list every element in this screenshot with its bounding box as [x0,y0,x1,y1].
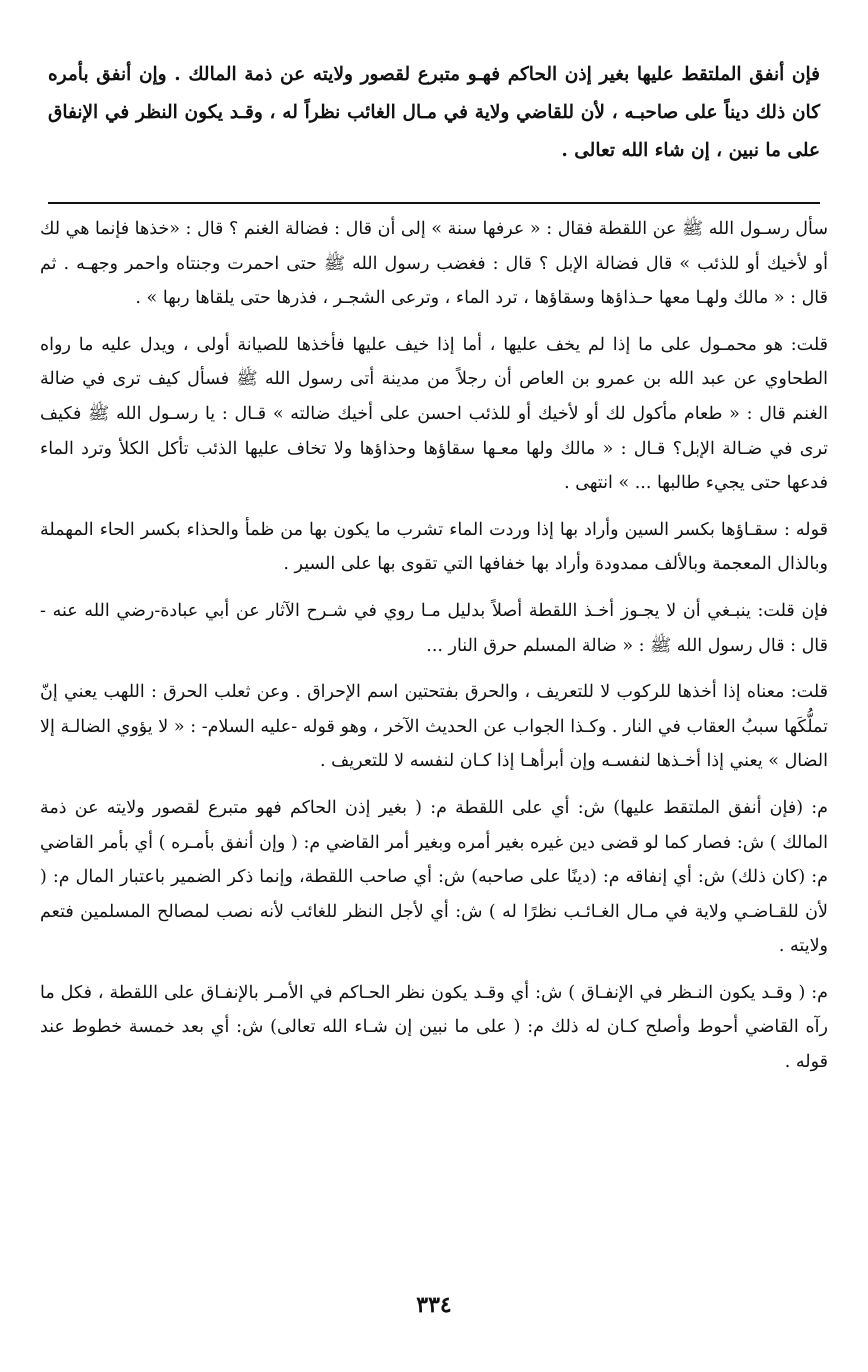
page-number: ٣٣٤ [416,1292,452,1318]
note-paragraph-2: قلت: هو محمـول على ما إذا لم يخف عليها ، أما إذا خيف عليها فأخذها للصيانة أولى ، ويدل عليه ما رواه الطحاوي عن عبد الله بن عمرو بن العاص أن رجلاً من مدينة أتى رسول الله ﷺ فسأل كيف ترى في ضالة الغنم قال : « طعام مأكول لك أو لأخيك أو للذئب احسن على أخيك ضالته » قـال : يا رسـول الله ﷺ فكيف ترى في ضـالة الإبل؟ قـال : « مالك ولها معـها سقاؤها وحذاؤها ولا تخاف عليها الذئب تأكل الكلأ وترد الماء فدعها حتى يجيء طالبها ... » انتهى . [40,334,828,494]
note-paragraph-5: قلت: معناه إذا أخذها للركوب لا للتعريف ، والحرق بفتحتين اسم الإحراق . وعن ثعلب الحرق : اللهب يعني إنّ تملُّكَها سببُ العقاب في النار . وكـذا الجواب عن الحديث الآخر ، وهو قوله -عليه السلام- : « لا يؤوي الضالـة إلا الضال » يعني إذا أخـذها لنفسـه وإن أبرأهـا إذا كـان لنفسه لا للتعريف . [40,682,828,772]
note-paragraph-4: فإن قلت: ينبـغي أن لا يجـوز أخـذ اللقطة أصلاً بدليل مـا روي في شـرح الآثار عن أبي عبادة-رضي الله عنه - قال : قال رسول الله ﷺ : « ضالة المسلم حرق النار ... [40,600,828,656]
note-paragraph-1: سأل رسـول الله ﷺ عن اللقطة فقال : « عرفها سنة » إلى أن قال : فضالة الغنم ؟ قال : «خذها فإنما هي لك أو لأخيك أو للذئب » قال فضالة الإبل ؟ قال : فغضب رسول الله ﷺ حتى احمرت وجنتاه واحمر وجهـه . ثم قال : « مالك ولهـا معها حـذاؤها وسقاؤها ، ترد الماء ، وترعى الشجـر ، فذرها حتى يلقاها ربها » . [40,219,828,309]
main-text: فإن أنفق الملتقط عليها بغير إذن الحاكم فهـو متبرع لقصور ولايته عن ذمة المالك . وإن أنفق بأمره كان ذلك ديناً على صاحبـه ، لأن للقاضي ولاية في مـال الغائب نظراً له ، وقـد يكون النظر في الإنفاق على ما نبين ، إن شاء الله تعالى . [48,64,821,161]
footnote-divider [48,202,820,204]
commentary-notes [40,212,828,1092]
note-paragraph-6: م: (فإن أنفق الملتقط عليها) ش: أي على اللقطة م: ( بغير إذن الحاكم فهو متبرع لقصور ولايته عن ذمة المالك ) ش: فصار كما لو قضى دين غيره بغير أمره وبغير أمر القاضي م: ( وإن أنفق بأمـره ) أي بأمر القاضي م: (كان ذلك) ش: أي إنفاقه م: (دينًا على صاحبه) ش: أي صاحب اللقطة، وإنما ذكر الضمير باعتبار المال م: ( لأن للقـاضـي ولاية في مـال الغـائـب نظرًا له ) ش: أي لأجل النظر للغائب لأنه نصب لمصالح المسلمين فتعم ولايته . [40,797,828,957]
note-paragraph-3: قوله : سقـاؤها بكسر السين وأراد بها إذا وردت الماء تشرب ما يكون بها من ظمأ والحذاء بكسر الحاء المهملة وبالذال المعجمة وبالألف ممدودة وأراد بها خفافها التي تقوى بها على السير . [40,519,828,575]
note-paragraph-7: م: ( وقـد يكون النـظر في الإنفـاق ) ش: أي وقـد يكون نظر الحـاكم في الأمـر بالإنفـاق على اللقطة ، فكل ما رآه القاضي أحوط وأصلح كـان له ذلك م: ( على ما نبين إن شـاء الله تعالى) ش: أي بعد خمسة خطوط عند قوله . [40,982,828,1073]
